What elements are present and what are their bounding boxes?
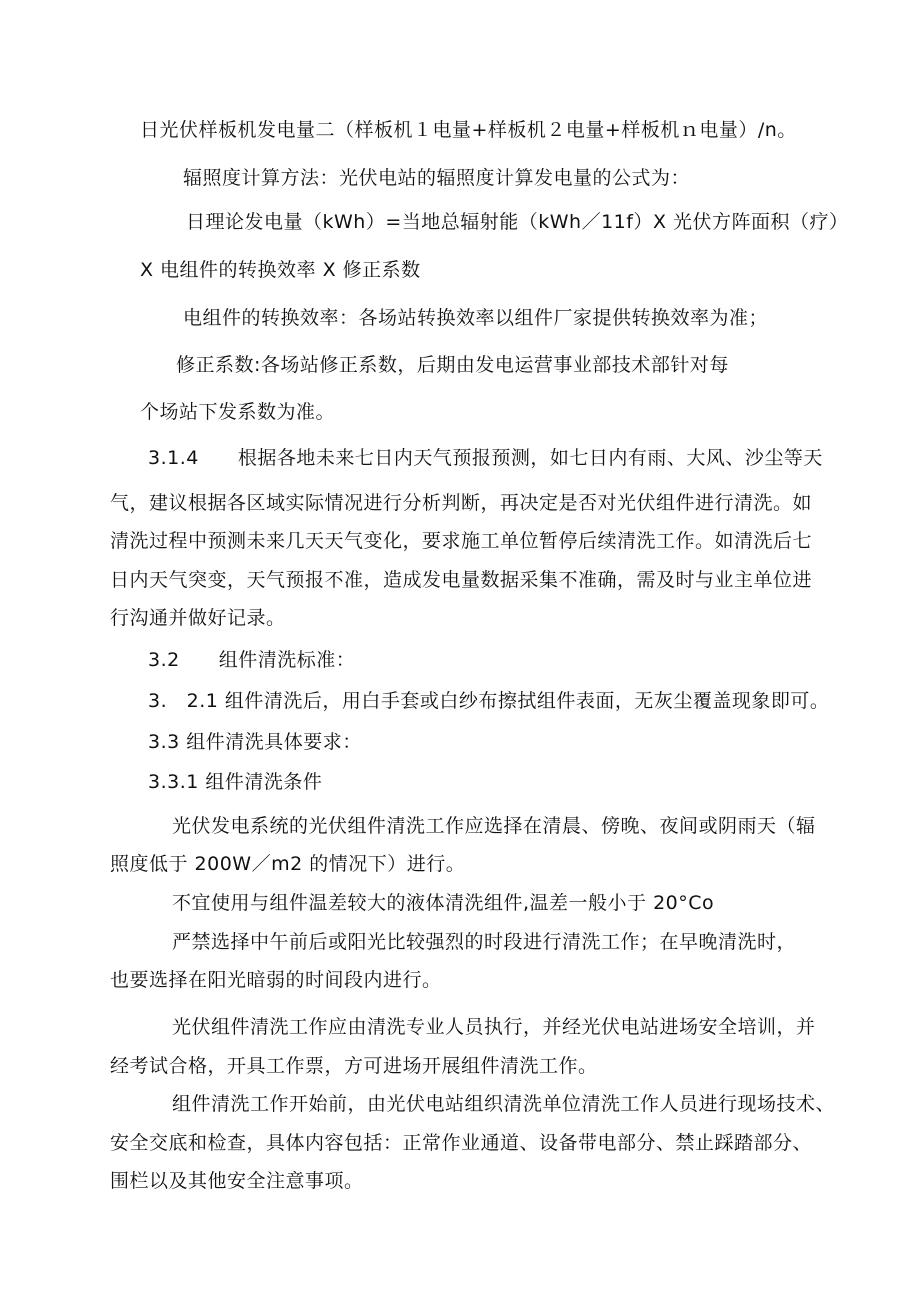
text-line-22: 光伏组件清洗工作应由清洗专业人员执行，并经光伏电站进场安全培训，并 bbox=[172, 1016, 816, 1038]
text-line-6: 修正系数:各场站修正系数，后期由发电运营事业部技术部针对每 bbox=[176, 354, 729, 376]
text-line-23: 经考试合格，开具工作票，方可进场开展组件清洗工作。 bbox=[110, 1055, 598, 1077]
text-line-26: 围栏以及其他安全注意事项。 bbox=[110, 1170, 364, 1192]
text-line-2: 辐照度计算方法：光伏电站的辐照度计算发电量的公式为： bbox=[183, 167, 691, 189]
text-line-18: 照度低于 200W／m2 的情况下）进行。 bbox=[110, 853, 466, 875]
text-line-5: 电组件的转换效率：各场站转换效率以组件厂家提供转换效率为准； bbox=[183, 307, 769, 329]
text-line-13: 3.2 组件清洗标准： bbox=[148, 649, 356, 671]
text-line-14: 3. 2.1 组件清洗后，用白手套或白纱布擦拭组件表面，无灰尘覆盖现象即可。 bbox=[148, 690, 830, 712]
text-line-16: 3.3.1 组件清洗条件 bbox=[148, 771, 323, 793]
text-line-7: 个场站下发系数为准。 bbox=[140, 401, 336, 423]
text-line-21: 也要选择在阳光暗弱的时间段内进行。 bbox=[110, 969, 442, 991]
text-line-12: 行沟通并做好记录。 bbox=[110, 607, 286, 629]
text-line-8: 3.1.4 根据各地未来七日内天气预报预测，如七日内有雨、大风、沙尘等天 bbox=[148, 447, 823, 469]
text-line-9: 气，建议根据各区域实际情况进行分析判断，再决定是否对光伏组件进行清洗。如 bbox=[110, 492, 813, 514]
text-line-20: 严禁选择中午前后或阳光比较强烈的时段进行清洗工作；在早晚清洗时， bbox=[172, 931, 797, 953]
text-line-19: 不宜使用与组件温差较大的液体清洗组件,温差一般小于 20°Co bbox=[172, 892, 715, 914]
text-line-11: 日内天气突变，天气预报不准，造成发电量数据采集不准确，需及时与业主单位进 bbox=[110, 569, 813, 591]
text-line-10: 清洗过程中预测未来几天天气变化，要求施工单位暂停后续清洗工作。如清洗后七 bbox=[110, 530, 813, 552]
text-line-15: 3.3 组件清洗具体要求： bbox=[148, 731, 362, 753]
text-line-25: 安全交底和检查，具体内容包括：正常作业通道、设备带电部分、禁止踩踏部分、 bbox=[110, 1132, 813, 1154]
text-line-17: 光伏发电系统的光伏组件清洗工作应选择在清晨、傍晚、夜间或阴雨天（辐 bbox=[172, 815, 816, 837]
text-line-4: X 电组件的转换效率 X 修正系数 bbox=[140, 259, 421, 281]
text-line-1: 日光伏样板机发电量二（样板机１电量+样板机２电量+样板机ｎ电量）/n。 bbox=[140, 119, 797, 141]
text-line-24: 组件清洗工作开始前，由光伏电站组织清洗单位清洗工作人员进行现场技术、 bbox=[172, 1093, 836, 1115]
text-line-3: 日理论发电量（kWh）=当地总辐射能（kWh／11f）X 光伏方阵面积（疗） bbox=[186, 211, 849, 233]
